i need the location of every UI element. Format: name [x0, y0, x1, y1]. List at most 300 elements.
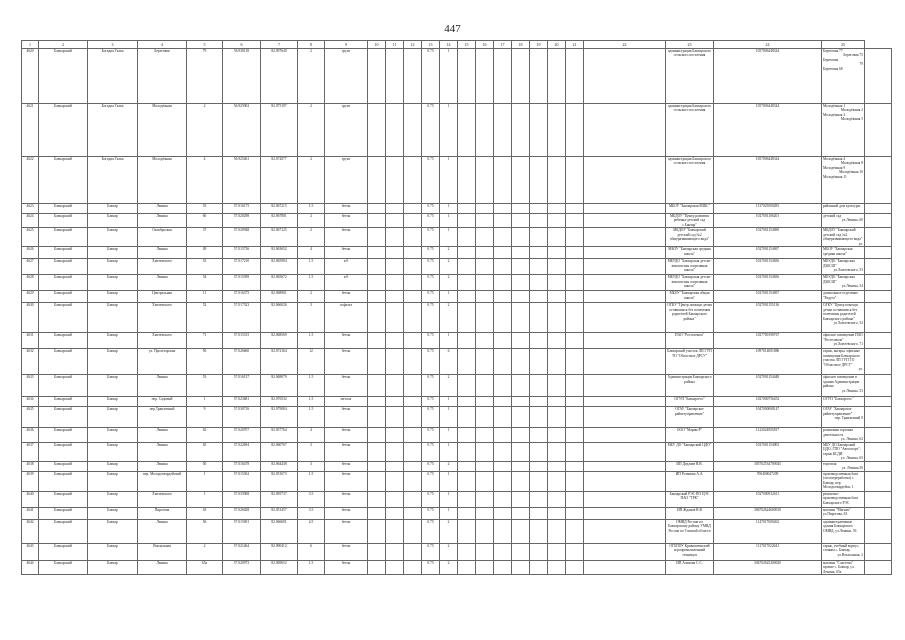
empty-cell [566, 519, 584, 543]
settlement-cell: Бакчар [88, 228, 138, 247]
volume-cell: 0.75 [422, 407, 440, 428]
latitude-cell: 57.015362 [223, 471, 261, 491]
empty-cell [458, 303, 476, 333]
source-line: Молодёжная 8 [840, 161, 863, 166]
empty-cell [548, 157, 566, 204]
latitude-cell: 57.020298 [223, 214, 261, 228]
empty-cell [386, 204, 404, 214]
latitude-cell: 57.016175 [223, 204, 261, 214]
empty-cell [566, 428, 584, 442]
settlement-cell: Бакчар [88, 247, 138, 259]
empty-cell [368, 407, 386, 428]
empty-cell [404, 428, 422, 442]
source-line: ОГУП "Бакчаргеос" [823, 397, 854, 402]
volume-cell: 0.75 [422, 560, 440, 574]
empty-cell [512, 157, 530, 204]
latitude-cell: 57.016137 [223, 375, 261, 397]
house-cell: 54 [187, 275, 223, 291]
longitude-cell: 82.068569 [261, 333, 298, 349]
empty-cell [530, 247, 548, 259]
empty-cell [566, 407, 584, 428]
cover-cell: а/б [325, 259, 368, 275]
empty-cell [458, 49, 476, 104]
latitude-cell: 56.925461 [223, 157, 261, 204]
empty-cell [458, 461, 476, 471]
empty-cell [566, 375, 584, 397]
empty-cell [584, 471, 666, 491]
volume-cell: 0.75 [422, 204, 440, 214]
street-cell: Вокзальная [138, 543, 187, 560]
sources-cell [822, 543, 865, 560]
empty-cell [494, 259, 512, 275]
empty-cell [865, 397, 892, 407]
area-cell: 1.5 [298, 397, 325, 407]
empty-cell [530, 461, 548, 471]
empty-cell [368, 375, 386, 397]
column-number: 10 [368, 41, 386, 49]
empty-cell [404, 333, 422, 349]
area-cell: 3 [298, 303, 325, 333]
empty-cell [476, 375, 494, 397]
owner-cell: Администрация Бакчарского района [666, 375, 714, 397]
empty-cell [530, 303, 548, 333]
empty-cell [584, 333, 666, 349]
empty-cell [476, 333, 494, 349]
settlement-cell: Бакчар [88, 543, 138, 560]
empty-cell [584, 397, 666, 407]
area-cell: 4.5 [298, 519, 325, 543]
latitude-cell: 56.930118 [223, 49, 261, 104]
house-cell: 1 [187, 471, 223, 491]
settlement-cell: Бакчар [88, 507, 138, 519]
quantity-cell: 1 [440, 333, 458, 349]
table-row [22, 247, 892, 259]
latitude-cell: 57.021464 [223, 543, 261, 560]
source-line: МБУ ДО Бакчарский ЦДО, ГПО "Автоспорт", гараж КСДИ [823, 442, 861, 456]
table-row [22, 303, 892, 333]
empty-cell [512, 560, 530, 574]
empty-cell [548, 228, 566, 247]
owner-cell: МБОУ "Бакчарская МШС" [666, 204, 714, 214]
source-line: дошкольное отделение "Радуга" [823, 291, 858, 300]
empty-cell [548, 442, 566, 461]
empty-cell [548, 247, 566, 259]
empty-cell [368, 204, 386, 214]
empty-cell [512, 471, 530, 491]
house-cell: 49 [187, 247, 223, 259]
settlement-cell: Бакчар [88, 407, 138, 428]
empty-cell [530, 519, 548, 543]
volume-cell: 0.75 [422, 349, 440, 375]
empty-cell [584, 442, 666, 461]
source-line: ул.Хмелевского, 71 [833, 342, 863, 347]
sources-cell [822, 428, 865, 442]
empty-cell [530, 507, 548, 519]
settlement-cell: Бакчар [88, 349, 138, 375]
empty-cell [476, 507, 494, 519]
longitude-cell: 82.095737 [261, 491, 298, 507]
empty-cell [494, 49, 512, 104]
column-number: 19 [530, 41, 548, 49]
settlement-cell: Бакчар [88, 491, 138, 507]
empty-cell [494, 291, 512, 303]
ogrn-cell: 1027001154448 [714, 375, 822, 397]
empty-cell [865, 560, 892, 574]
empty-cell [584, 49, 666, 104]
house-cell: 1 [187, 397, 223, 407]
area-cell: 3.5 [298, 507, 325, 519]
quantity-cell: 2 [440, 375, 458, 397]
empty-cell [386, 275, 404, 291]
settlement-cell: Бакчар [88, 461, 138, 471]
empty-cell [368, 259, 386, 275]
row-number: 4637 [22, 442, 39, 461]
ogrn-cell: 1027000756452 [714, 397, 822, 407]
ogrn-cell: 1027001155136 [714, 303, 822, 333]
row-number: 4642 [22, 519, 39, 543]
empty-cell [386, 259, 404, 275]
empty-cell [512, 507, 530, 519]
latitude-cell: 57.035968 [223, 491, 261, 507]
volume-cell: 0.75 [422, 104, 440, 157]
column-number: 14 [440, 41, 458, 49]
street-cell: пер. Молодогвардейский [138, 471, 187, 491]
source-line: МБОУ "Бакчарская средняя школа" [823, 247, 853, 256]
cover-cell: а/б [325, 275, 368, 291]
empty-cell [584, 407, 666, 428]
empty-cell [386, 303, 404, 333]
empty-cell [476, 471, 494, 491]
empty-cell [386, 442, 404, 461]
empty-cell [865, 491, 892, 507]
empty-cell [566, 491, 584, 507]
empty-cell [404, 275, 422, 291]
ogrn-cell: 306702624600010 [714, 507, 822, 519]
empty-cell [458, 349, 476, 375]
empty-cell [548, 375, 566, 397]
empty-cell [584, 259, 666, 275]
sources-cell [822, 397, 865, 407]
column-number: 18 [512, 41, 530, 49]
empty-cell [368, 333, 386, 349]
table-row [22, 204, 892, 214]
empty-cell [476, 407, 494, 428]
settlement-cell: Бакчар [88, 428, 138, 442]
area-cell: 1.5 [298, 375, 325, 397]
house-cell: 11 [187, 291, 223, 303]
quantity-cell: 2 [440, 543, 458, 560]
empty-cell [458, 228, 476, 247]
house-cell: 79 [187, 49, 223, 104]
settlement-cell: Богадиа Галка [88, 104, 138, 157]
empty-cell [530, 442, 548, 461]
column-number: 3 [88, 41, 138, 49]
sources-cell [822, 333, 865, 349]
volume-cell: 0.75 [422, 543, 440, 560]
ogrn-cell: 1027001154697 [714, 247, 822, 259]
table-row [22, 543, 892, 560]
row-number: 4629 [22, 291, 39, 303]
empty-cell [566, 507, 584, 519]
ogrn-cell: 1027001154690 [714, 228, 822, 247]
sources-cell [822, 375, 865, 397]
empty-cell [566, 461, 584, 471]
latitude-cell: 57.022694 [223, 442, 261, 461]
empty-cell [512, 442, 530, 461]
latitude-cell: 57.020948 [223, 228, 261, 247]
empty-cell [584, 275, 666, 291]
settlement-cell: Бакчар [88, 303, 138, 333]
sources-cell [822, 519, 865, 543]
empty-cell [476, 349, 494, 375]
quantity-cell: 1 [440, 204, 458, 214]
empty-cell [512, 543, 530, 560]
empty-cell [584, 491, 666, 507]
empty-cell [584, 157, 666, 204]
row-number: 4624 [22, 214, 39, 228]
empty-cell [530, 560, 548, 574]
area-cell: 1.5 [298, 333, 325, 349]
source-line: офисное помещение ПАО "Ростелеком" [823, 333, 863, 342]
empty-cell [476, 442, 494, 461]
table-row [22, 397, 892, 407]
empty-cell [458, 543, 476, 560]
source-line: розничная торговая деятельность [823, 428, 853, 437]
latitude-cell: 57.017323 [223, 303, 261, 333]
empty-cell [386, 247, 404, 259]
settlement-cell: Бакчар [88, 204, 138, 214]
empty-cell [865, 407, 892, 428]
area-cell: 2 [298, 228, 325, 247]
empty-cell [386, 428, 404, 442]
quantity-cell: 1 [440, 49, 458, 104]
empty-cell [530, 333, 548, 349]
region-cell: Бакчарский [39, 375, 88, 397]
column-number: 9 [325, 41, 368, 49]
column-number: 13 [422, 41, 440, 49]
row-number: 4622 [22, 157, 39, 204]
empty-cell [865, 471, 892, 491]
empty-cell [548, 333, 566, 349]
source-line: производственная база (лесопереработка) с. Бакчар, пер. Молодогвардейск, 1 [823, 471, 858, 490]
empty-cell [404, 543, 422, 560]
empty-cell [865, 228, 892, 247]
settlement-cell: Бакчар [88, 259, 138, 275]
empty-cell [548, 519, 566, 543]
empty-cell [865, 375, 892, 397]
empty-cell [548, 461, 566, 471]
area-cell: 2 [298, 214, 325, 228]
empty-cell [584, 303, 666, 333]
longitude-cell: 82.057764 [261, 428, 298, 442]
empty-cell [386, 104, 404, 157]
source-line: ул.Вокзальная, 2 [837, 552, 863, 557]
owner-cell: ИП Розанова А.А. [666, 471, 714, 491]
cover-cell: бетон [325, 543, 368, 560]
sources-cell [822, 491, 865, 507]
empty-cell [865, 333, 892, 349]
ogrn-cell: 1097014001886 [714, 349, 822, 375]
house-cell: 4 [187, 157, 223, 204]
cover-cell: грунт [325, 49, 368, 104]
region-cell: Бакчарский [39, 275, 88, 291]
empty-cell [404, 491, 422, 507]
empty-cell [368, 543, 386, 560]
area-cell: 1.5 [298, 259, 325, 275]
source-line: Молодёжная 2 [840, 108, 863, 113]
settlement-cell: Бакчар [88, 560, 138, 574]
region-cell: Бакчарский [39, 104, 88, 157]
owner-cell: ИП Жданов В.В [666, 507, 714, 519]
latitude-cell: 57.020707 [223, 428, 261, 442]
empty-cell [476, 49, 494, 104]
empty-cell [404, 407, 422, 428]
empty-cell [566, 442, 584, 461]
empty-cell [404, 157, 422, 204]
sources-cell [822, 471, 865, 491]
source-line: Молодёжная 4 [823, 157, 846, 161]
column-number: 6 [223, 41, 261, 49]
empty-cell [368, 397, 386, 407]
empty-cell [865, 291, 892, 303]
empty-cell [548, 397, 566, 407]
empty-cell [865, 247, 892, 259]
settlement-cell: Богадиа Галка [88, 49, 138, 104]
empty-cell [566, 333, 584, 349]
source-line: МБУДО "Бакчарская ДЮСШ" [823, 259, 855, 268]
row-number: 4623 [22, 204, 39, 214]
empty-cell [458, 104, 476, 157]
longitude-cell: 82.067801 [261, 214, 298, 228]
empty-cell [584, 428, 666, 442]
table-row [22, 333, 892, 349]
longitude-cell: 82.051457 [261, 507, 298, 519]
empty-cell [404, 259, 422, 275]
empty-cell [548, 349, 566, 375]
house-cell: 53 [187, 259, 223, 275]
empty-cell [368, 349, 386, 375]
empty-cell [386, 461, 404, 471]
empty-cell [512, 349, 530, 375]
source-line: ул. Ленина,50 [841, 466, 863, 471]
empty-cell [512, 407, 530, 428]
empty-cell [386, 543, 404, 560]
column-number: 7 [261, 41, 298, 49]
sources-cell [822, 259, 865, 275]
region-cell: Бакчарский [39, 228, 88, 247]
empty-cell [512, 204, 530, 214]
empty-cell [458, 507, 476, 519]
volume-cell: 0.75 [422, 303, 440, 333]
house-cell: 2 [187, 543, 223, 560]
quantity-cell: 1 [440, 157, 458, 204]
ogrn-cell: 304702625200020 [714, 560, 822, 574]
empty-cell [548, 291, 566, 303]
quantity-cell: 6 [440, 349, 458, 375]
owner-cell: ОГУП "Бакчаргеос" [666, 397, 714, 407]
cover-cell: бетон [325, 471, 368, 491]
area-cell: 2 [298, 157, 325, 204]
empty-cell [584, 375, 666, 397]
table-row [22, 49, 892, 104]
table-row [22, 375, 892, 397]
empty-cell [368, 49, 386, 104]
source-line: ремонтно-производственная база Бакчарского РЭС [823, 491, 858, 505]
source-line: Береговая 75 [843, 53, 863, 58]
empty-cell [476, 228, 494, 247]
quantity-cell: 1 [440, 442, 458, 461]
table-row [22, 228, 892, 247]
table-row [22, 507, 892, 519]
volume-cell: 0.75 [422, 471, 440, 491]
empty-cell [566, 49, 584, 104]
empty-cell [494, 397, 512, 407]
street-cell: Ленина [138, 375, 187, 397]
settlement-cell: Бакчар [88, 333, 138, 349]
empty-cell [584, 461, 666, 471]
column-number: 20 [548, 41, 566, 49]
street-cell: Хмелевского [138, 333, 187, 349]
table-row [22, 275, 892, 291]
empty-cell [530, 471, 548, 491]
table-row [22, 560, 892, 574]
quantity-cell: 1 [440, 507, 458, 519]
empty-cell [404, 471, 422, 491]
empty-cell [548, 428, 566, 442]
empty-cell [494, 333, 512, 349]
volume-cell: 0.75 [422, 247, 440, 259]
street-cell: Ленина [138, 214, 187, 228]
longitude-cell: 82.060767 [261, 442, 298, 461]
owner-cell: МБУ ДО "Бакчарский ЦДО" [666, 442, 714, 461]
row-number: 4626 [22, 247, 39, 259]
empty-cell [512, 247, 530, 259]
region-cell: Бакчарский [39, 507, 88, 519]
table-row [22, 428, 892, 442]
house-cell: 65 [187, 442, 223, 461]
volume-cell: 0.75 [422, 461, 440, 471]
ogrn-cell: 1057006448344 [714, 104, 822, 157]
empty-cell [494, 275, 512, 291]
empty-cell [386, 349, 404, 375]
empty-cell [476, 247, 494, 259]
empty-cell [865, 349, 892, 375]
source-line: административные здания Бакчарского ОМВД, ул.Ленина, 56 [823, 519, 857, 533]
empty-cell [530, 375, 548, 397]
empty-cell [386, 333, 404, 349]
street-cell: Береговая [138, 49, 187, 104]
table-row [22, 104, 892, 157]
empty-cell [404, 560, 422, 574]
volume-cell: 0.75 [422, 442, 440, 461]
empty-cell [566, 104, 584, 157]
region-cell: Бакчарский [39, 214, 88, 228]
empty-cell [476, 543, 494, 560]
longitude-cell: 82.063652 [261, 247, 298, 259]
longitude-cell: 82.067125 [261, 228, 298, 247]
street-cell: пер. Садовый [138, 397, 187, 407]
owner-cell: ОГКУ "Центр помощи детям оставшимся без попечения родителей Бакчарского района" [666, 303, 714, 333]
ogrn-cell: 1027001106201 [714, 214, 822, 228]
latitude-cell: 57.026660 [223, 349, 261, 375]
empty-cell [368, 214, 386, 228]
empty-cell [865, 204, 892, 214]
empty-cell [386, 560, 404, 574]
quantity-cell: 1 [440, 214, 458, 228]
empty-cell [458, 247, 476, 259]
empty-cell [512, 291, 530, 303]
source-line: ул.Хмелевского, 53 [833, 268, 863, 273]
